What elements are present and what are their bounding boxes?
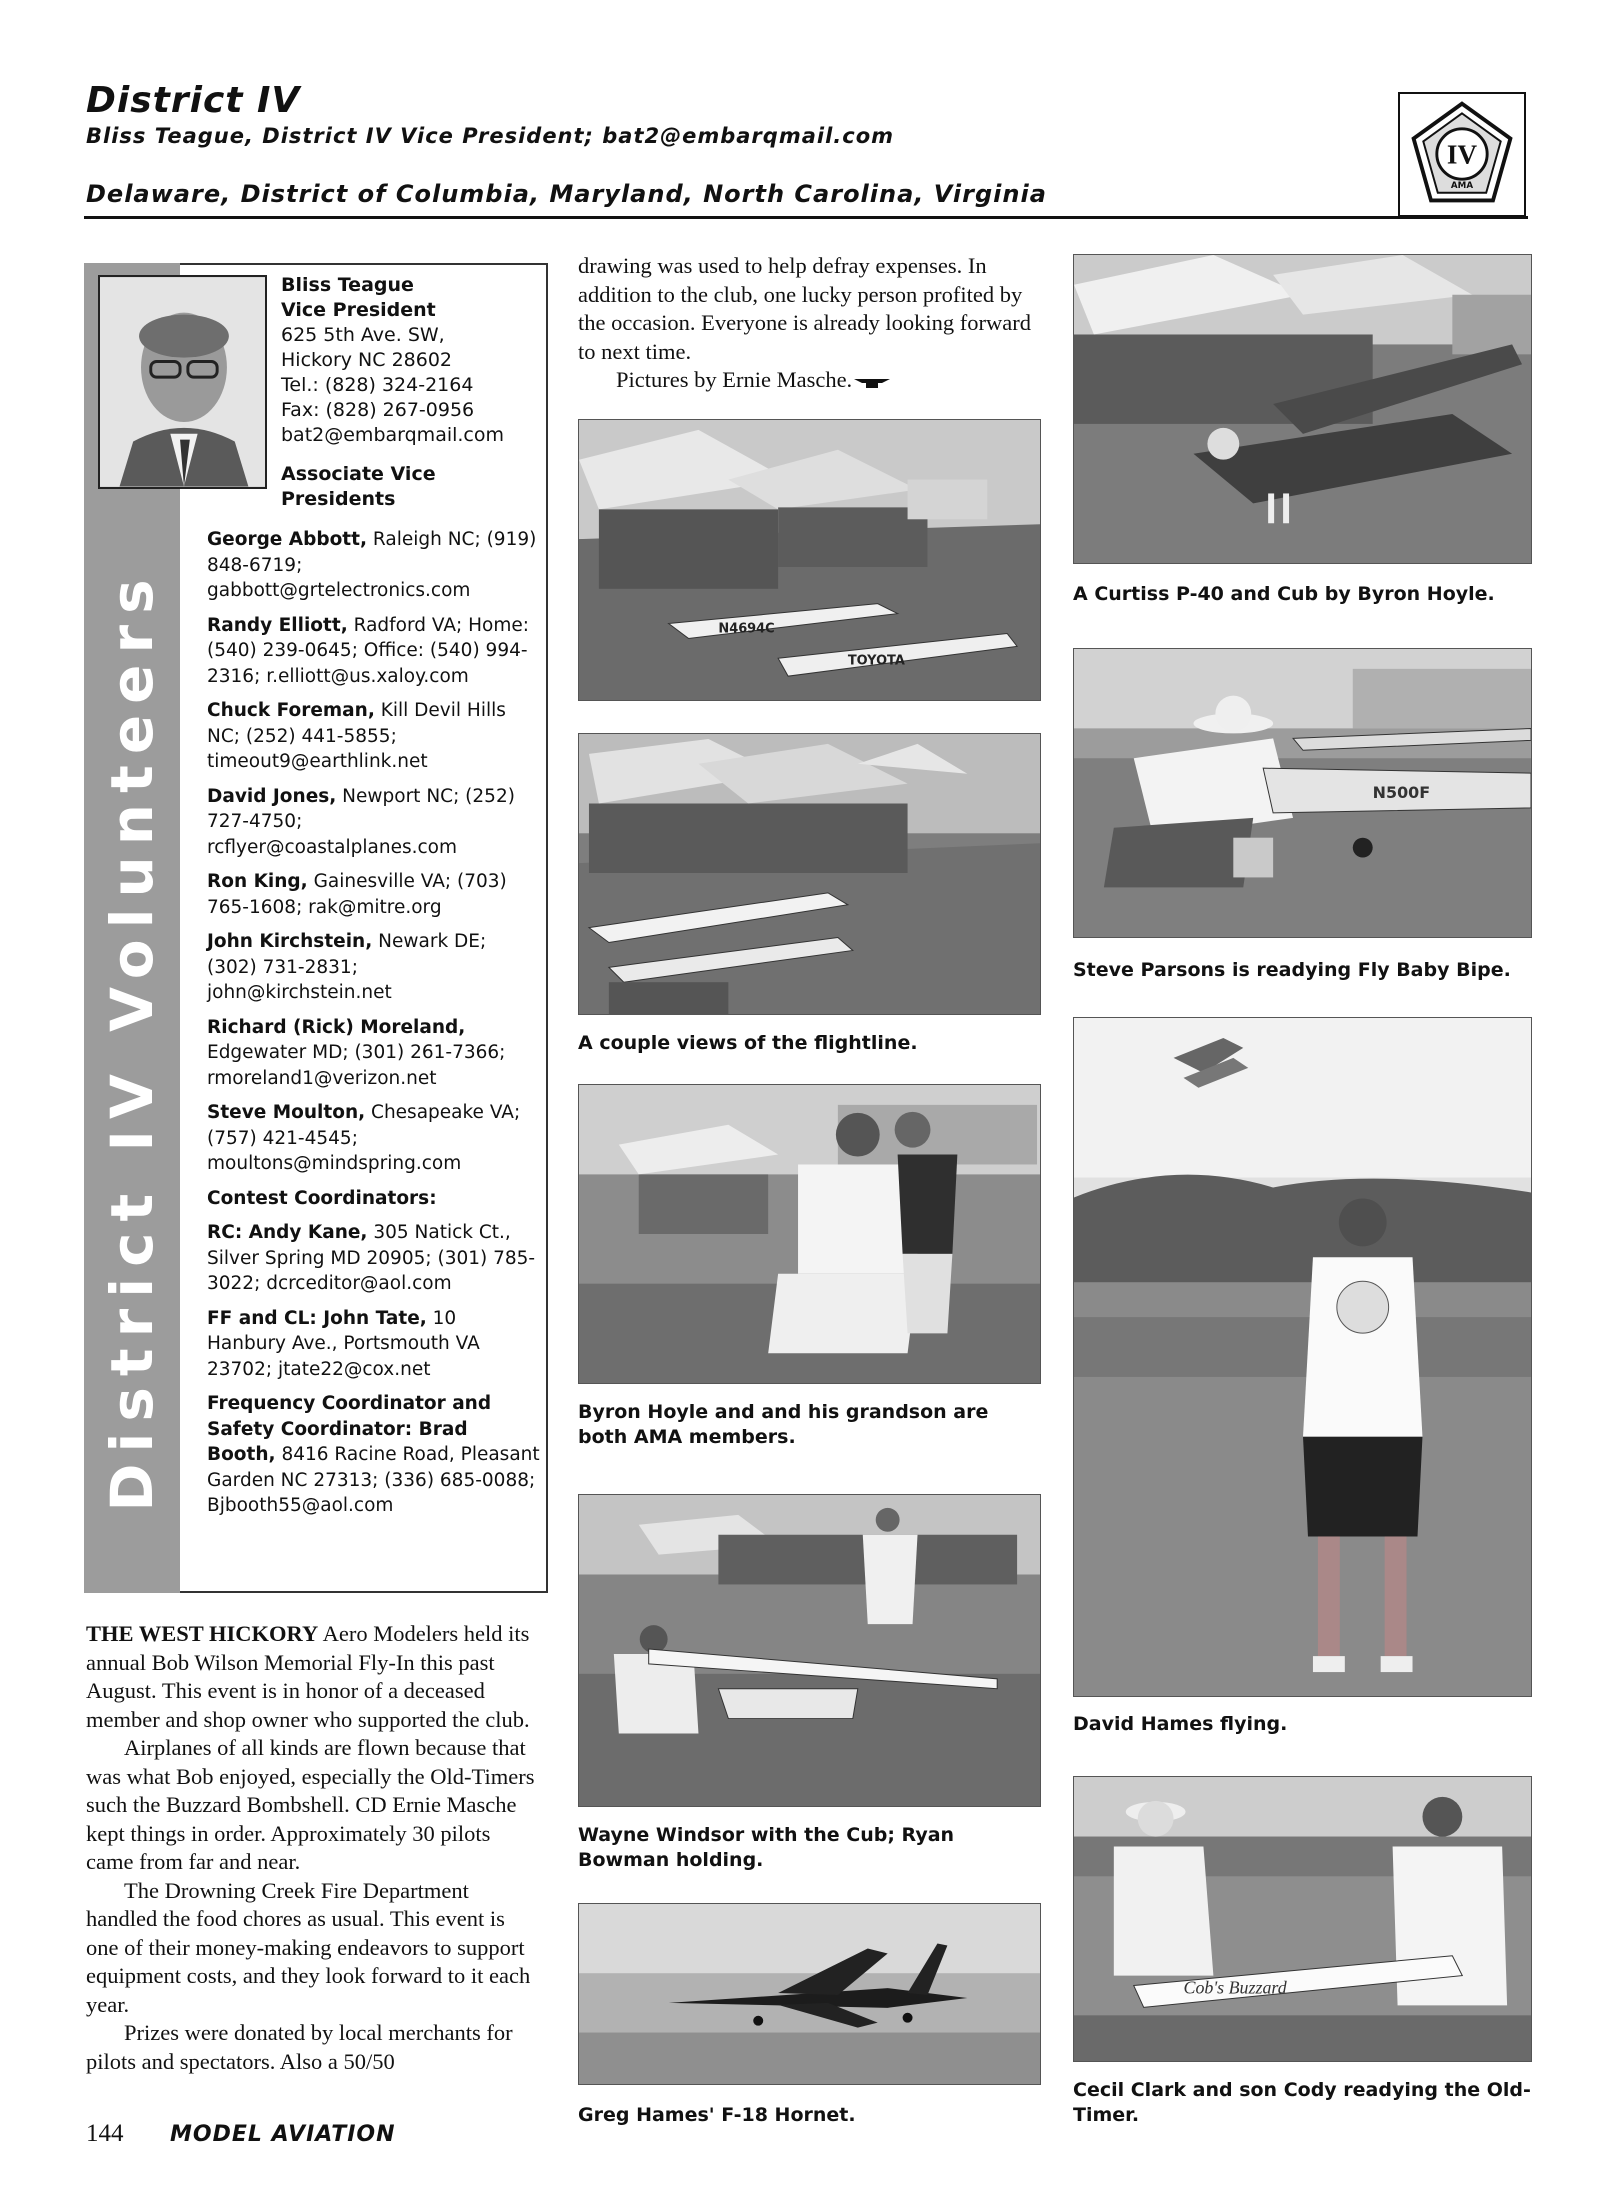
page-number: 144 bbox=[86, 2120, 124, 2147]
vp-address2: Hickory NC 28602 bbox=[281, 349, 453, 371]
volunteer-name: David Jones, bbox=[207, 785, 337, 807]
volunteer-entry bbox=[207, 698, 541, 775]
caption-byron: Byron Hoyle and and his grandson are both AMA members. bbox=[578, 1401, 989, 1448]
volunteer-details: 305 Natick Ct., Silver Spring MD 20905; (301) 785-3022; dcrceditor@aol.com bbox=[207, 1222, 536, 1294]
caption-greg: Greg Hames' F-18 Hornet. bbox=[578, 2104, 856, 2126]
curtiss-photo bbox=[1074, 255, 1531, 563]
caption-steve: Steve Parsons is readying Fly Baby Bipe. bbox=[1073, 959, 1511, 981]
story-paragraph: drawing was used to help defray expenses. In addition to the club, one lucky person profited by the occasion. Everyone is already looking forward to next time. bbox=[578, 253, 1031, 364]
volunteer-entry bbox=[207, 1186, 541, 1212]
story-credit bbox=[578, 366, 1041, 395]
volunteer-name: George Abbott, bbox=[207, 529, 368, 550]
byron-photo bbox=[579, 1085, 1040, 1383]
photo-flightline-1 bbox=[578, 419, 1041, 701]
volunteer-details: Chesapeake VA; (757) 421-4545; moultons@mindspring.com bbox=[207, 1102, 521, 1174]
caption-david: David Hames flying. bbox=[1073, 1713, 1288, 1735]
caption-flightline: A couple views of the flightline. bbox=[578, 1032, 918, 1054]
photo-steve-parsons bbox=[1073, 648, 1532, 938]
district-states: Delaware, District of Columbia, Maryland, North Carolina, Virginia bbox=[86, 180, 1047, 208]
photo-credit: Pictures by Ernie Masche. bbox=[616, 367, 853, 392]
logo-ama: AMA bbox=[1450, 180, 1474, 191]
photo-flightline-2 bbox=[578, 733, 1041, 1015]
story-paragraph: The Drowning Creek Fire Department handled the food chores as usual. This event is one of their money-making endeavors to support equipment costs, and they look forward to it each year. bbox=[86, 1877, 531, 2017]
volunteer-entry bbox=[207, 1306, 541, 1383]
flightline-photo bbox=[579, 734, 1040, 1014]
ama-pentagon-icon bbox=[1400, 94, 1524, 215]
wayne-photo bbox=[579, 1495, 1040, 1806]
volunteer-details: 8416 Racine Road, Pleasant Garden NC 27313; (336) 685-0088; Bjbooth55@aol.com bbox=[207, 1444, 540, 1516]
volunteer-details: Edgewater MD; (301) 261-7366; rmoreland1@verizon.net bbox=[207, 1042, 506, 1089]
photo-byron-hoyle bbox=[578, 1084, 1041, 1384]
aircraft-sponsor-text: TOYOTA bbox=[847, 653, 905, 669]
volunteer-entry bbox=[207, 869, 541, 920]
volunteer-name: Richard (Rick) Moreland, bbox=[207, 1016, 466, 1038]
portrait-photo bbox=[100, 277, 265, 487]
volunteer-entry bbox=[207, 527, 541, 604]
ama-end-icon bbox=[852, 374, 892, 390]
volunteer-details: Kill Devil Hills NC; (252) 441-5855; timeout9@earthlink.net bbox=[207, 700, 506, 772]
vp-fax: Fax: (828) 267-0956 bbox=[281, 399, 475, 421]
photo-wayne-windsor bbox=[578, 1494, 1041, 1807]
volunteer-name: Frequency Coordinator and Safety Coordinator: Brad Booth, bbox=[207, 1393, 492, 1465]
volunteer-entry bbox=[207, 784, 541, 861]
vp-name: Bliss Teague bbox=[281, 274, 414, 296]
story-lead: THE WEST HICKORY bbox=[86, 1621, 319, 1646]
volunteer-name: John Kirchstein, bbox=[207, 931, 373, 952]
volunteer-name: Chuck Foreman, bbox=[207, 700, 375, 721]
magazine-name: MODEL AVIATION bbox=[170, 2122, 396, 2147]
flightline-photo bbox=[579, 420, 1040, 700]
story-paragraph bbox=[86, 1620, 541, 1734]
photo-cecil-clark bbox=[1073, 1776, 1532, 2062]
vice-president-line: Bliss Teague, District IV Vice President; bat2@embarqmail.com bbox=[86, 124, 895, 148]
contest-coordinators-heading: Contest Coordinators: bbox=[207, 1187, 437, 1209]
volunteer-name: Steve Moulton, bbox=[207, 1102, 366, 1123]
steve-photo bbox=[1074, 649, 1531, 937]
caption-curtiss: A Curtiss P-40 and Cub by Byron Hoyle. bbox=[1073, 583, 1495, 605]
volunteer-details: Newport NC; (252) 727-4750; rcflyer@coastalplanes.com bbox=[207, 785, 515, 858]
vp-portrait bbox=[98, 275, 267, 489]
photo-david-hames bbox=[1073, 1017, 1532, 1697]
aircraft-registration-text: N4694C bbox=[718, 621, 775, 637]
caption-wayne: Wayne Windsor with the Cub; Ryan Bowman holding. bbox=[578, 1824, 955, 1871]
vp-title: Vice President bbox=[281, 299, 436, 321]
hornet-photo bbox=[579, 1904, 1040, 2084]
story-lead-text: Aero Modelers held its annual Bob Wilson Memorial Fly-In this past August. This event is in honor of a deceased member and shop owner who supported the club. bbox=[86, 1621, 530, 1732]
header-rule bbox=[84, 216, 1528, 219]
story-column-2 bbox=[578, 252, 1041, 395]
volunteer-entry bbox=[207, 1100, 541, 1177]
volunteer-name: RC: Andy Kane, bbox=[207, 1222, 368, 1243]
david-photo bbox=[1074, 1018, 1531, 1696]
photo-curtiss-cub bbox=[1073, 254, 1532, 564]
story-paragraph: Airplanes of all kinds are flown because that was what Bob enjoyed, especially the Old-Timers such the Buzzard Bombshell. CD Ernie Masche kept things in order. Approximately 30 pilots came from far and near. bbox=[86, 1735, 535, 1874]
logo-numeral: IV bbox=[1446, 139, 1478, 170]
caption-cecil: Cecil Clark and son Cody readying the Old-Timer. bbox=[1073, 2079, 1531, 2126]
volunteer-entry bbox=[207, 1391, 541, 1519]
district-logo bbox=[1398, 92, 1526, 217]
volunteer-list bbox=[207, 527, 541, 1528]
cecil-photo bbox=[1074, 1777, 1531, 2061]
story-paragraph: Prizes were donated by local merchants for pilots and spectators. Also a 50/50 bbox=[86, 2020, 513, 2074]
volunteer-name: Ron King, bbox=[207, 871, 308, 892]
aircraft-registration-text: N500F bbox=[1372, 782, 1431, 802]
volunteer-details: Raleigh NC; (919) 848-6719; gabbott@grtelectronics.com bbox=[207, 529, 537, 601]
volunteer-details: Radford VA; Home: (540) 239-0645; Office: (540) 994-2316; r.elliott@us.xaloy.com bbox=[207, 614, 529, 687]
vp-tel: Tel.: (828) 324-2164 bbox=[281, 374, 474, 396]
volunteer-entry bbox=[207, 929, 541, 1006]
aircraft-name-text: Cob's Buzzard bbox=[1183, 1977, 1287, 1998]
volunteer-details: Newark DE; (302) 731-2831; john@kirchstein.net bbox=[207, 931, 487, 1003]
vp-address1: 625 5th Ave. SW, bbox=[281, 324, 445, 346]
volunteer-details: 10 Hanbury Ave., Portsmouth VA 23702; jtate22@cox.net bbox=[207, 1307, 480, 1380]
volunteer-name: FF and CL: John Tate, bbox=[207, 1307, 427, 1329]
associate-vp-heading: Associate Vice Presidents bbox=[281, 463, 436, 510]
vp-contact bbox=[281, 273, 541, 448]
volunteer-entry bbox=[207, 1220, 541, 1297]
volunteer-entry bbox=[207, 1015, 541, 1092]
volunteer-name: Randy Elliott, bbox=[207, 614, 348, 636]
vp-email[interactable]: bat2@embarqmail.com bbox=[281, 424, 505, 446]
volunteer-details: Gainesville VA; (703) 765-1608; rak@mitre.org bbox=[207, 871, 507, 918]
photo-greg-hornet bbox=[578, 1903, 1041, 2085]
story-column-1 bbox=[86, 1620, 541, 2076]
volunteer-entry bbox=[207, 613, 541, 690]
district-title: District IV bbox=[86, 80, 301, 121]
volunteers-band-title: District IV Volunteers bbox=[98, 568, 166, 1512]
